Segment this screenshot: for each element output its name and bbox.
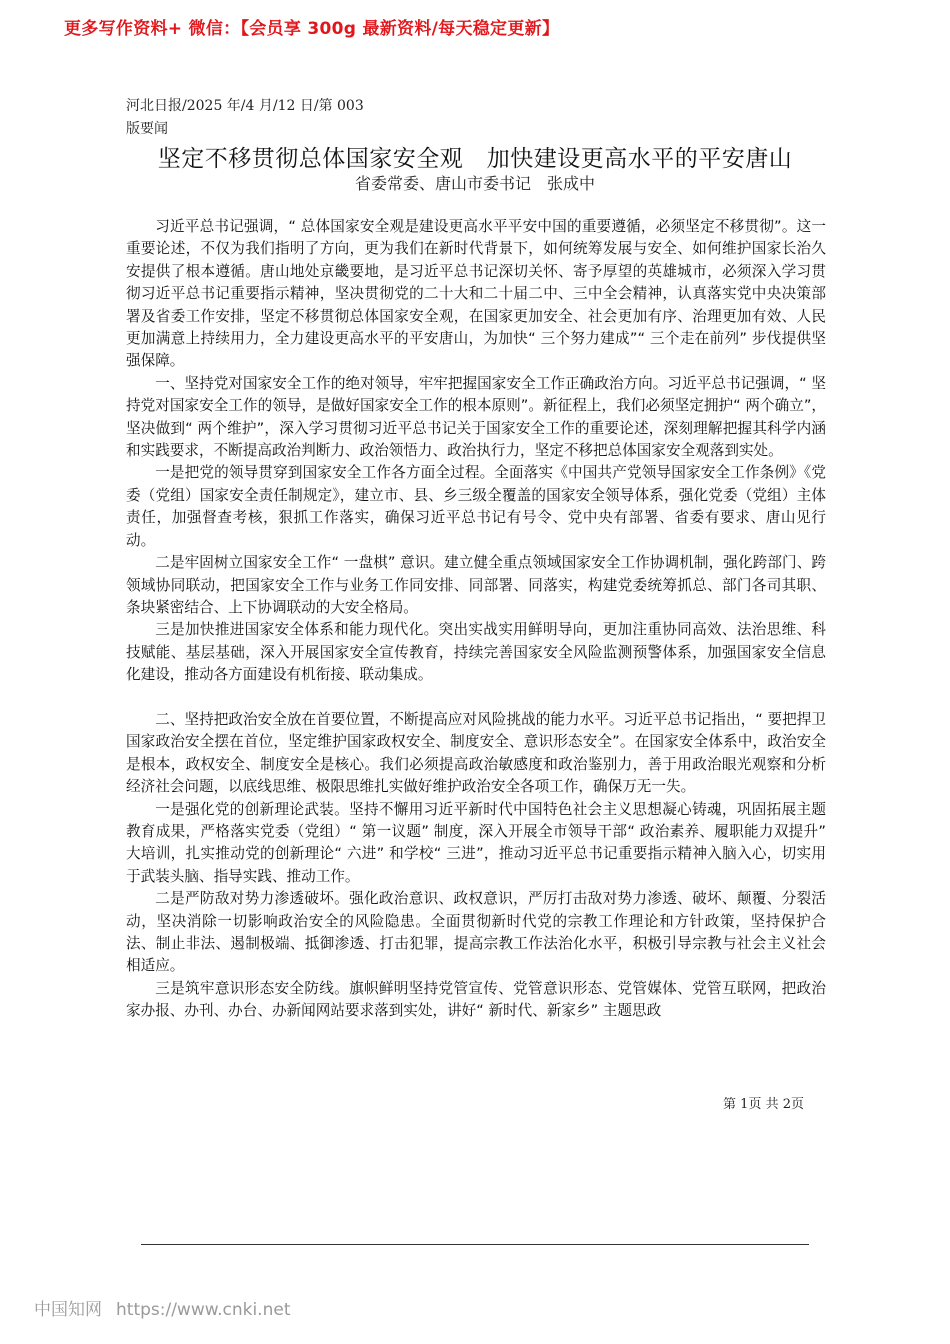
watermark-url: https://www.cnki.net	[116, 1300, 291, 1320]
cnki-watermark	[34, 1295, 290, 1320]
article-body	[126, 216, 826, 1023]
paragraph-section-1-item-1: 一是把党的领导贯穿到国家安全工作各方面全过程。全面落实《中国共产党领导国家安全工作条例》《党委（党组）国家安全责任制规定》，建立市、县、乡三级全覆盖的国家安全领导体系，强化党委（党组）主体责任，加强督查考核，狠抓工作落实，确保习近平总书记有号令、党中央有部署、省委有要求、唐山见行动。	[126, 464, 826, 549]
source-line: 河北日报/2025 年/4 月/12 日/第 003	[126, 98, 364, 114]
paragraph-section-1-item-2: 二是牢固树立国家安全工作“ 一盘棋” 意识。建立健全重点领域国家安全工作协调机制，强化跨部门、跨领域协同联动，把国家安全工作与业务工作同安排、同部署、同落实，构建党委统筹抓总、部门各司其职、条块紧密结合、上下协调联动的大安全格局。	[126, 554, 826, 616]
paragraph-section-2-item-2: 二是严防敌对势力渗透破坏。强化政治意识、政权意识，严厉打击敌对势力渗透、破坏、颠覆、分裂活动，坚决消除一切影响政治安全的风险隐患。全面贯彻新时代党的宗教工作理论和方针政策，坚持保护合法、制止非法、遏制极端、抵御渗透、打击犯罪，提高宗教工作法治化水平，积极引导宗教与社会主义社会相适应。	[126, 890, 826, 975]
promo-banner: 更多写作资料+ 微信：【会员享 300g 最新资料/每天稳定更新】	[64, 19, 560, 39]
section-line: 版要闻	[126, 121, 168, 137]
paragraph-intro: 习近平总书记强调，“ 总体国家安全观是建设更高水平平安中国的重要遵循，必须坚定不移贯彻”。这一重要论述，不仅为我们指明了方向，更为我们在新时代背景下，如何统筹发展与安全、如何维护国家长治久安提供了根本遵循。唐山地处京畿要地，是习近平总书记深切关怀、寄予厚望的英雄城市，必须深入学习贯彻习近平总书记重要指示精神，坚决贯彻党的二十大和二十届二中、三中全会精神，认真落实党中央决策部署及省委工作安排，坚定不移贯彻总体国家安全观，在国家更加安全、社会更加有序、治理更加有效、人民更加满意上持续用力，全力建设更高水平的平安唐山，为加快“ 三个努力建成”“ 三个走在前列” 步伐提供坚强保障。	[126, 218, 826, 370]
paragraph-section-2-item-1: 一是强化党的创新理论武装。坚持不懈用习近平新时代中国特色社会主义思想凝心铸魂，巩固拓展主题教育成果，严格落实党委（党组）“ 第一议题” 制度，深入开展全市领导干部“ 政治素养、履职能力双提升” 大培训，扎实推动党的创新理论“ 六进” 和学校“ 三进”，推动习近平总书记重要指示精神入脑入心，切实用于武装头脑、指导实践、推动工作。	[126, 800, 826, 885]
paragraph-section-1-item-3: 三是加快推进国家安全体系和能力现代化。突出实战实用鲜明导向，更加注重协同高效、法治思维、科技赋能、基层基础，深入开展国家安全宣传教育，持续完善国家安全风险监测预警体系，加强国家安全信息化建设，推动各方面建设有机衔接、联动集成。	[126, 621, 826, 684]
page-number: 第 1页 共 2页	[723, 1097, 804, 1112]
article-title: 坚定不移贯彻总体国家安全观 加快建设更高水平的平安唐山	[157, 146, 793, 172]
footer-divider	[141, 1244, 809, 1245]
article-author: 省委常委、唐山市委书记 张成中	[354, 174, 595, 193]
paragraph-section-2-heading: 二、坚持把政治安全放在首要位置，不断提高应对风险挑战的能力水平。习近平总书记指出，“ 要把捍卫国家政治安全摆在首位，坚定维护国家政权安全、制度安全、意识形态安全”。在国家安全体系中，政治安全是根本，政权安全、制度安全是核心。我们必须提高政治敏感度和政治鉴别力，善于用政治眼光观察和分析经济社会问题，以底线思维、极限思维扎实做好维护政治安全各项工作，确保万无一失。	[126, 710, 826, 796]
watermark-brand: 中国知网	[34, 1300, 102, 1320]
paragraph-section-2-item-3: 三是筑牢意识形态安全防线。旗帜鲜明坚持党管宣传、党管意识形态、党管媒体、党管互联网，把政治家办报、办刊、办台、办新闻网站要求落到实处，讲好“ 新时代、新家乡” 主题思政	[126, 979, 826, 1020]
paragraph-section-1-heading: 一、坚持党对国家安全工作的绝对领导，牢牢把握国家安全工作正确政治方向。习近平总书记强调，“ 坚持党对国家安全工作的领导，是做好国家安全工作的根本原则”。新征程上，我们必须坚定拥护“ 两个确立”，坚决做到“ 两个维护”，深入学习贯彻习近平总书记关于国家安全工作的重要论述，深刻理解把握其科学内涵和实践要求，不断提高政治判断力、政治领悟力、政治执行力，坚定不移把总体国家安全观落到实处。	[126, 374, 826, 460]
